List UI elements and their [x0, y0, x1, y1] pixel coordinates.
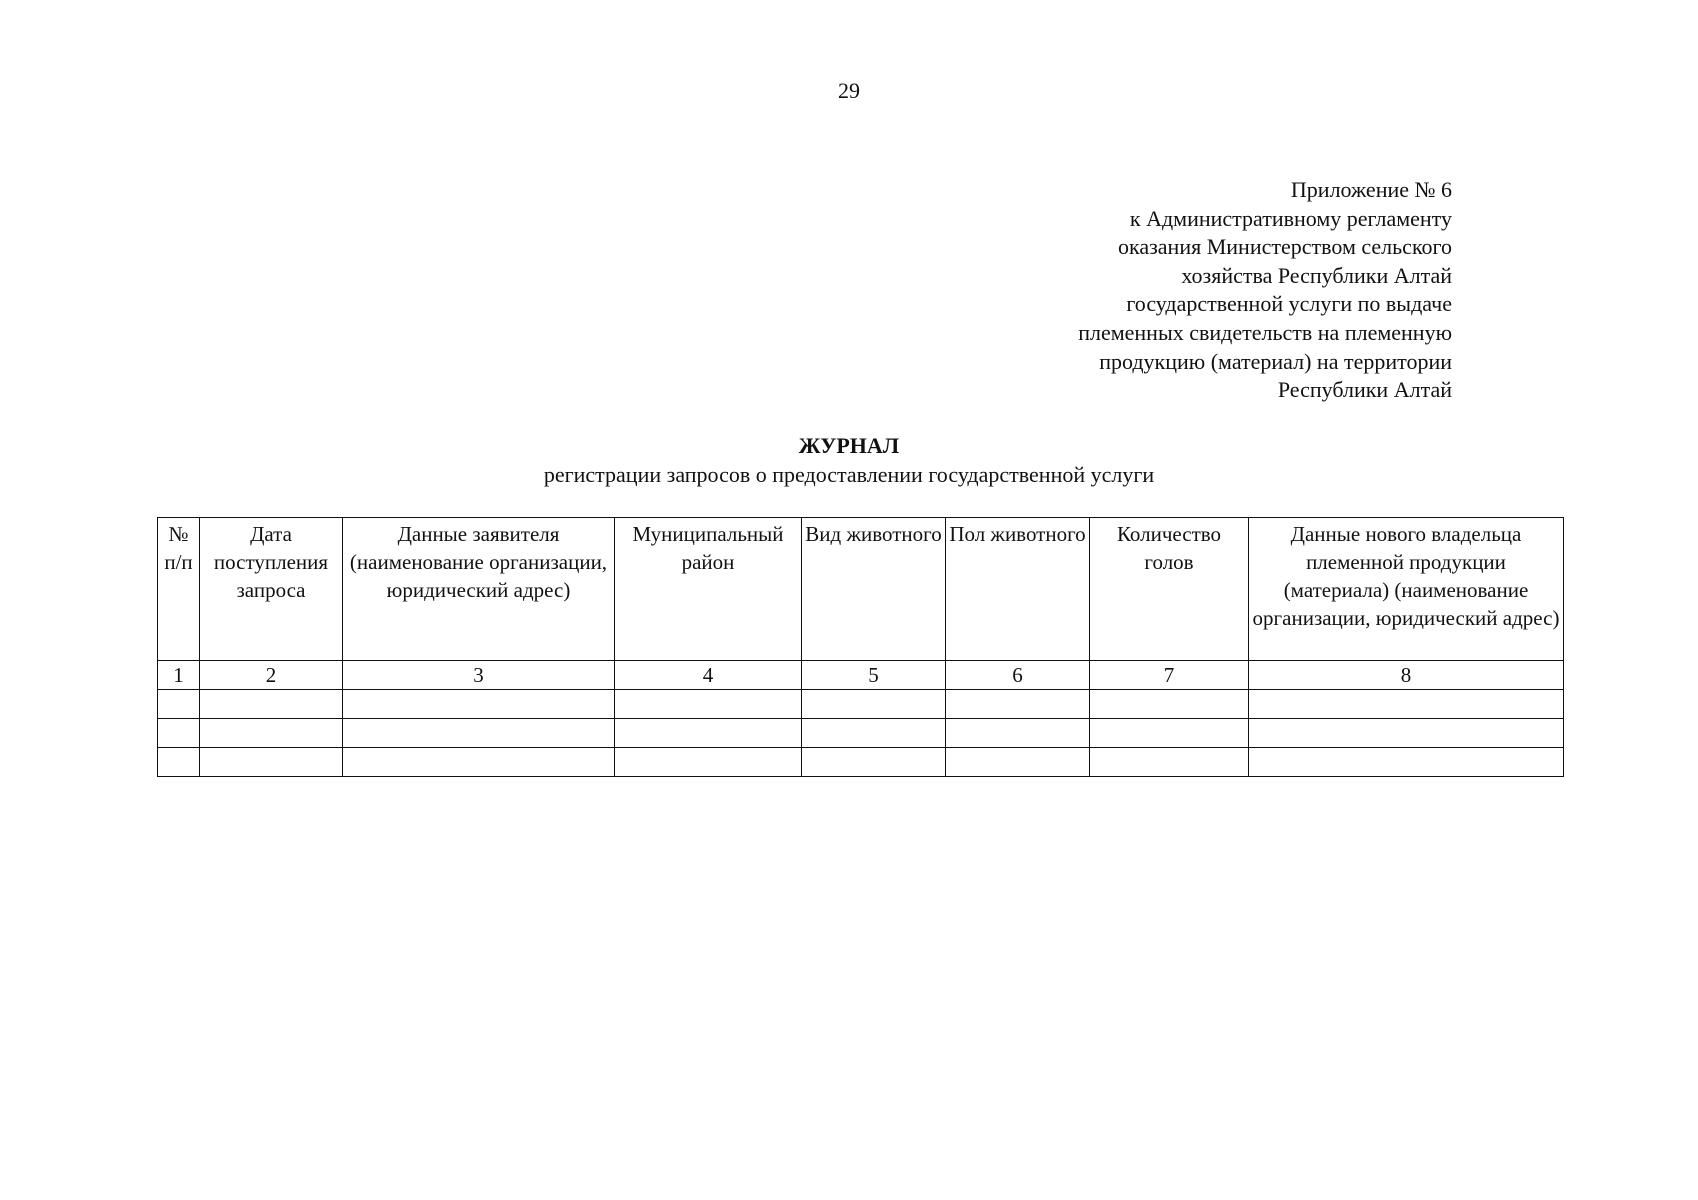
document-title: ЖУРНАЛ	[798, 433, 900, 458]
table-cell	[1249, 719, 1564, 748]
header-cell-new-owner: Данные нового владельца племенной продукции (материала) (наименование организации, юридический адрес)	[1249, 518, 1564, 661]
table-cell	[946, 748, 1090, 777]
table-cell	[1249, 690, 1564, 719]
table-cell	[200, 748, 343, 777]
table-cell	[1090, 719, 1249, 748]
table-cell	[343, 690, 615, 719]
page-number: 29	[838, 78, 860, 103]
table-cell	[615, 719, 802, 748]
header-cell-number: № п/п	[158, 518, 200, 661]
table-row	[158, 748, 1564, 777]
table-cell	[1090, 748, 1249, 777]
table-cell	[946, 690, 1090, 719]
column-number-cell: 2	[200, 661, 343, 690]
column-number-cell: 1	[158, 661, 200, 690]
header-cell-applicant: Данные заявителя (наименование организации, юридический адрес)	[343, 518, 615, 661]
table-cell	[1090, 690, 1249, 719]
table-cell	[200, 690, 343, 719]
header-cell-head-count: Количество голов	[1090, 518, 1249, 661]
column-number-row	[158, 661, 1564, 690]
table-row	[158, 719, 1564, 748]
appendix-line: племенных свидетельств на племенную	[1078, 319, 1452, 345]
appendix-line: к Административному регламенту	[1129, 205, 1452, 231]
appendix-line: государственной услуги по выдаче	[1126, 291, 1452, 317]
journal-table	[157, 517, 1564, 777]
column-number-cell: 4	[615, 661, 802, 690]
column-number-cell: 3	[343, 661, 615, 690]
table-cell	[802, 690, 946, 719]
appendix-line: продукцию (материал) на территории	[1099, 348, 1452, 374]
table-cell	[802, 719, 946, 748]
column-number-cell: 7	[1090, 661, 1249, 690]
table-cell	[343, 719, 615, 748]
table-cell	[158, 748, 200, 777]
header-cell-animal-type: Вид животного	[802, 518, 946, 661]
header-cell-animal-sex: Пол животного	[946, 518, 1090, 661]
table-cell	[802, 748, 946, 777]
table-cell	[200, 719, 343, 748]
table-cell	[946, 719, 1090, 748]
table-cell	[615, 748, 802, 777]
appendix-line: Приложение № 6	[1290, 177, 1452, 202]
header-cell-district: Муниципальный район	[615, 518, 802, 661]
table-cell	[343, 748, 615, 777]
appendix-line: Республики Алтай	[1277, 377, 1452, 403]
table-row	[158, 690, 1564, 719]
header-cell-date: Дата поступления запроса	[200, 518, 343, 661]
appendix-line: оказания Министерством сельского	[1117, 234, 1452, 260]
table-cell	[158, 690, 200, 719]
table-header-row	[158, 518, 1564, 661]
column-number-cell: 5	[802, 661, 946, 690]
column-number-cell: 6	[946, 661, 1090, 690]
document-subtitle: регистрации запросов о предоставлении государственной услуги	[543, 462, 1155, 487]
appendix-block	[932, 176, 1452, 405]
column-number-cell: 8	[1249, 661, 1564, 690]
appendix-line: хозяйства Республики Алтай	[1181, 262, 1452, 288]
table-cell	[615, 690, 802, 719]
table-cell	[158, 719, 200, 748]
table-cell	[1249, 748, 1564, 777]
